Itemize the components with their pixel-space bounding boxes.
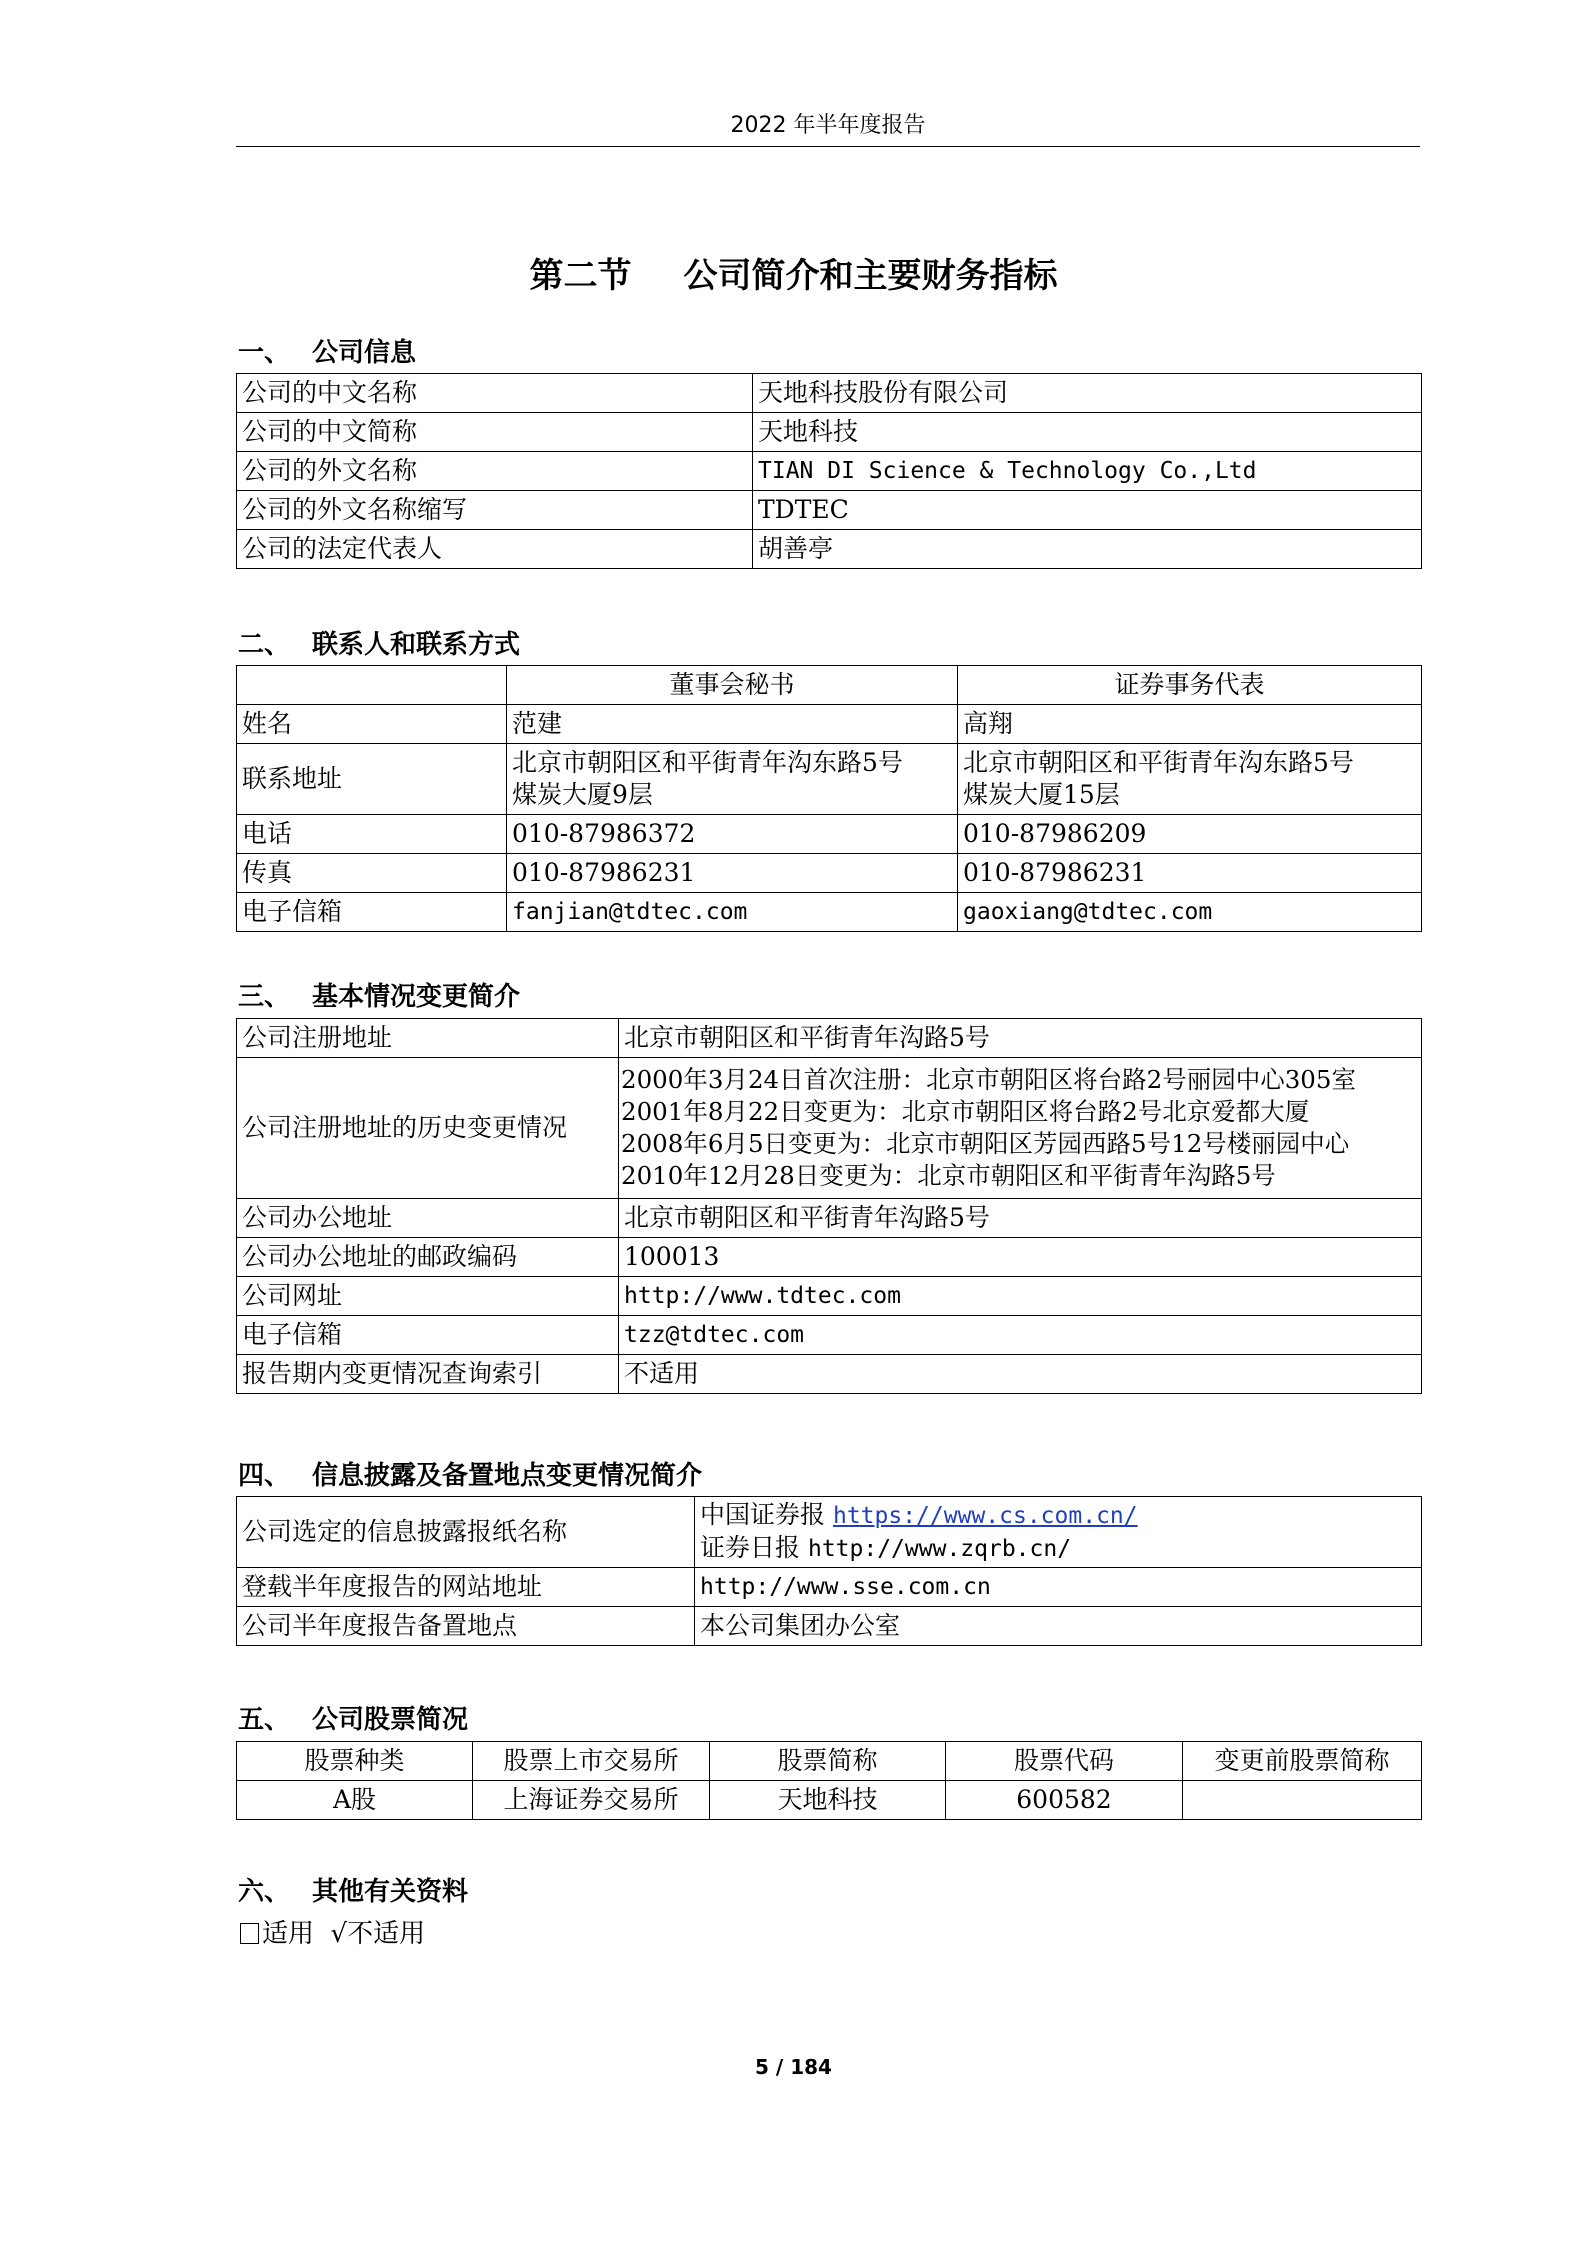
value-cell: 上海证券交易所 <box>473 1781 710 1820</box>
table-row <box>237 1497 1422 1568</box>
value-cell: TIAN DI Science & Technology Co.,Ltd <box>753 452 1422 491</box>
label-cell: 公司选定的信息披露报纸名称 <box>237 1497 695 1568</box>
header-rule <box>236 146 1420 147</box>
value-cell: 不适用 <box>619 1355 1422 1394</box>
newspaper-link[interactable]: https://www.cs.com.cn/ <box>832 1503 1138 1529</box>
table-row <box>237 1781 1422 1820</box>
table-row <box>237 1058 1422 1199</box>
table-header-row <box>237 666 1422 705</box>
value-cell: 天地科技 <box>710 1781 946 1820</box>
label-cell: 公司的中文简称 <box>237 413 753 452</box>
checkbox-icon <box>240 1923 259 1944</box>
column-header: 董事会秘书 <box>507 666 958 705</box>
value-cell: 2000年3月24日首次注册：北京市朝阳区将台路2号丽园中心305室 2001年8月22日变更为：北京市朝阳区将台路2号北京爱都大厦 2008年6月5日变更为：北京市朝阳区芳园西路5号12号楼丽园中心 2010年12月28日变更为：北京市朝阳区和平街青年沟路5号 <box>619 1058 1422 1199</box>
value-cell: 本公司集团办公室 <box>695 1607 1422 1646</box>
value-cell: 胡善亭 <box>753 530 1422 569</box>
table-row <box>237 1019 1422 1058</box>
column-header: 股票代码 <box>946 1742 1183 1781</box>
title-section-number: 第二节 <box>529 256 632 296</box>
label-cell: 公司办公地址 <box>237 1199 619 1238</box>
section-heading-3: 三、 基本情况变更简介 <box>238 982 521 1012</box>
option-applicable-label: 适用 <box>262 1919 315 1949</box>
label-cell: 姓名 <box>237 705 507 744</box>
company-info-table <box>236 373 1422 569</box>
value-cell: TDTEC <box>753 491 1422 530</box>
table-row <box>237 744 1422 815</box>
value-cell: 天地科技 <box>753 413 1422 452</box>
label-cell: 公司办公地址的邮政编码 <box>237 1238 619 1277</box>
value-cell: 010-87986209 <box>958 815 1422 854</box>
value-cell: 天地科技股份有限公司 <box>753 374 1422 413</box>
table-row <box>237 1568 1422 1607</box>
table-row <box>237 815 1422 854</box>
value-cell: tzz@tdtec.com <box>619 1316 1422 1355</box>
label-cell: 公司的法定代表人 <box>237 530 753 569</box>
value-cell: http://www.sse.com.cn <box>695 1568 1422 1607</box>
table-row <box>237 530 1422 569</box>
table-row <box>237 854 1422 893</box>
value-cell: 中国证券报 https://www.cs.com.cn/ 证券日报 http://www.zqrb.cn/ <box>695 1497 1422 1568</box>
value-cell: http://www.tdtec.com <box>619 1277 1422 1316</box>
label-cell: 登载半年度报告的网站地址 <box>237 1568 695 1607</box>
stock-table <box>236 1741 1422 1820</box>
label-cell: 公司的外文名称缩写 <box>237 491 753 530</box>
value-cell: 100013 <box>619 1238 1422 1277</box>
title-section-name: 公司简介和主要财务指标 <box>683 256 1058 296</box>
page-header: 2022 年半年度报告 <box>730 113 926 138</box>
applicability-options <box>240 1913 425 1950</box>
section-heading-5: 五、 公司股票简况 <box>238 1705 469 1735</box>
value-cell: 600582 <box>946 1781 1183 1820</box>
disclosure-table <box>236 1496 1422 1646</box>
label-cell: 电子信箱 <box>237 1316 619 1355</box>
value-cell: 北京市朝阳区和平街青年沟东路5号 煤炭大厦9层 <box>507 744 958 815</box>
label-cell: 电话 <box>237 815 507 854</box>
check-mark-icon: √ <box>330 1919 348 1949</box>
label-cell: 电子信箱 <box>237 893 507 932</box>
value-cell: 高翔 <box>958 705 1422 744</box>
label-cell: 公司网址 <box>237 1277 619 1316</box>
value-cell <box>1183 1781 1422 1820</box>
page-number: 5 / 184 <box>755 2055 832 2079</box>
table-row <box>237 452 1422 491</box>
table-row <box>237 413 1422 452</box>
value-cell: 北京市朝阳区和平街青年沟路5号 <box>619 1199 1422 1238</box>
table-row <box>237 1277 1422 1316</box>
section-heading-2: 二、 联系人和联系方式 <box>238 630 521 660</box>
value-cell: 北京市朝阳区和平街青年沟路5号 <box>619 1019 1422 1058</box>
table-row <box>237 893 1422 932</box>
label-cell: 公司注册地址的历史变更情况 <box>237 1058 619 1199</box>
value-cell: 范建 <box>507 705 958 744</box>
basic-changes-table <box>236 1018 1422 1394</box>
label-cell: 报告期内变更情况查询索引 <box>237 1355 619 1394</box>
value-cell: gaoxiang@tdtec.com <box>958 893 1422 932</box>
table-row <box>237 1316 1422 1355</box>
value-cell: fanjian@tdtec.com <box>507 893 958 932</box>
label-cell: 公司的外文名称 <box>237 452 753 491</box>
column-header: 股票种类 <box>237 1742 473 1781</box>
table-row <box>237 1238 1422 1277</box>
label-cell: 公司的中文名称 <box>237 374 753 413</box>
table-row <box>237 491 1422 530</box>
page-title <box>0 248 1587 297</box>
table-row <box>237 705 1422 744</box>
label-cell: 公司半年度报告备置地点 <box>237 1607 695 1646</box>
section-heading-6: 六、 其他有关资料 <box>238 1877 469 1907</box>
label-cell: 联系地址 <box>237 744 507 815</box>
value-cell: 010-87986231 <box>958 854 1422 893</box>
column-header: 股票简称 <box>710 1742 946 1781</box>
value-cell: 010-87986372 <box>507 815 958 854</box>
value-cell: 010-87986231 <box>507 854 958 893</box>
section-heading-4: 四、 信息披露及备置地点变更情况简介 <box>238 1461 703 1491</box>
table-row <box>237 1607 1422 1646</box>
column-header: 变更前股票简称 <box>1183 1742 1422 1781</box>
contacts-table <box>236 665 1422 932</box>
column-header: 证券事务代表 <box>958 666 1422 705</box>
table-row <box>237 1199 1422 1238</box>
label-cell: 公司注册地址 <box>237 1019 619 1058</box>
table-row <box>237 374 1422 413</box>
option-not-applicable-label: 不适用 <box>347 1919 426 1949</box>
table-row <box>237 1355 1422 1394</box>
value-cell: A股 <box>237 1781 473 1820</box>
label-cell: 传真 <box>237 854 507 893</box>
column-header: 股票上市交易所 <box>473 1742 710 1781</box>
table-header-row <box>237 1742 1422 1781</box>
section-heading-1: 一、 公司信息 <box>238 338 417 368</box>
value-cell: 北京市朝阳区和平街青年沟东路5号 煤炭大厦15层 <box>958 744 1422 815</box>
